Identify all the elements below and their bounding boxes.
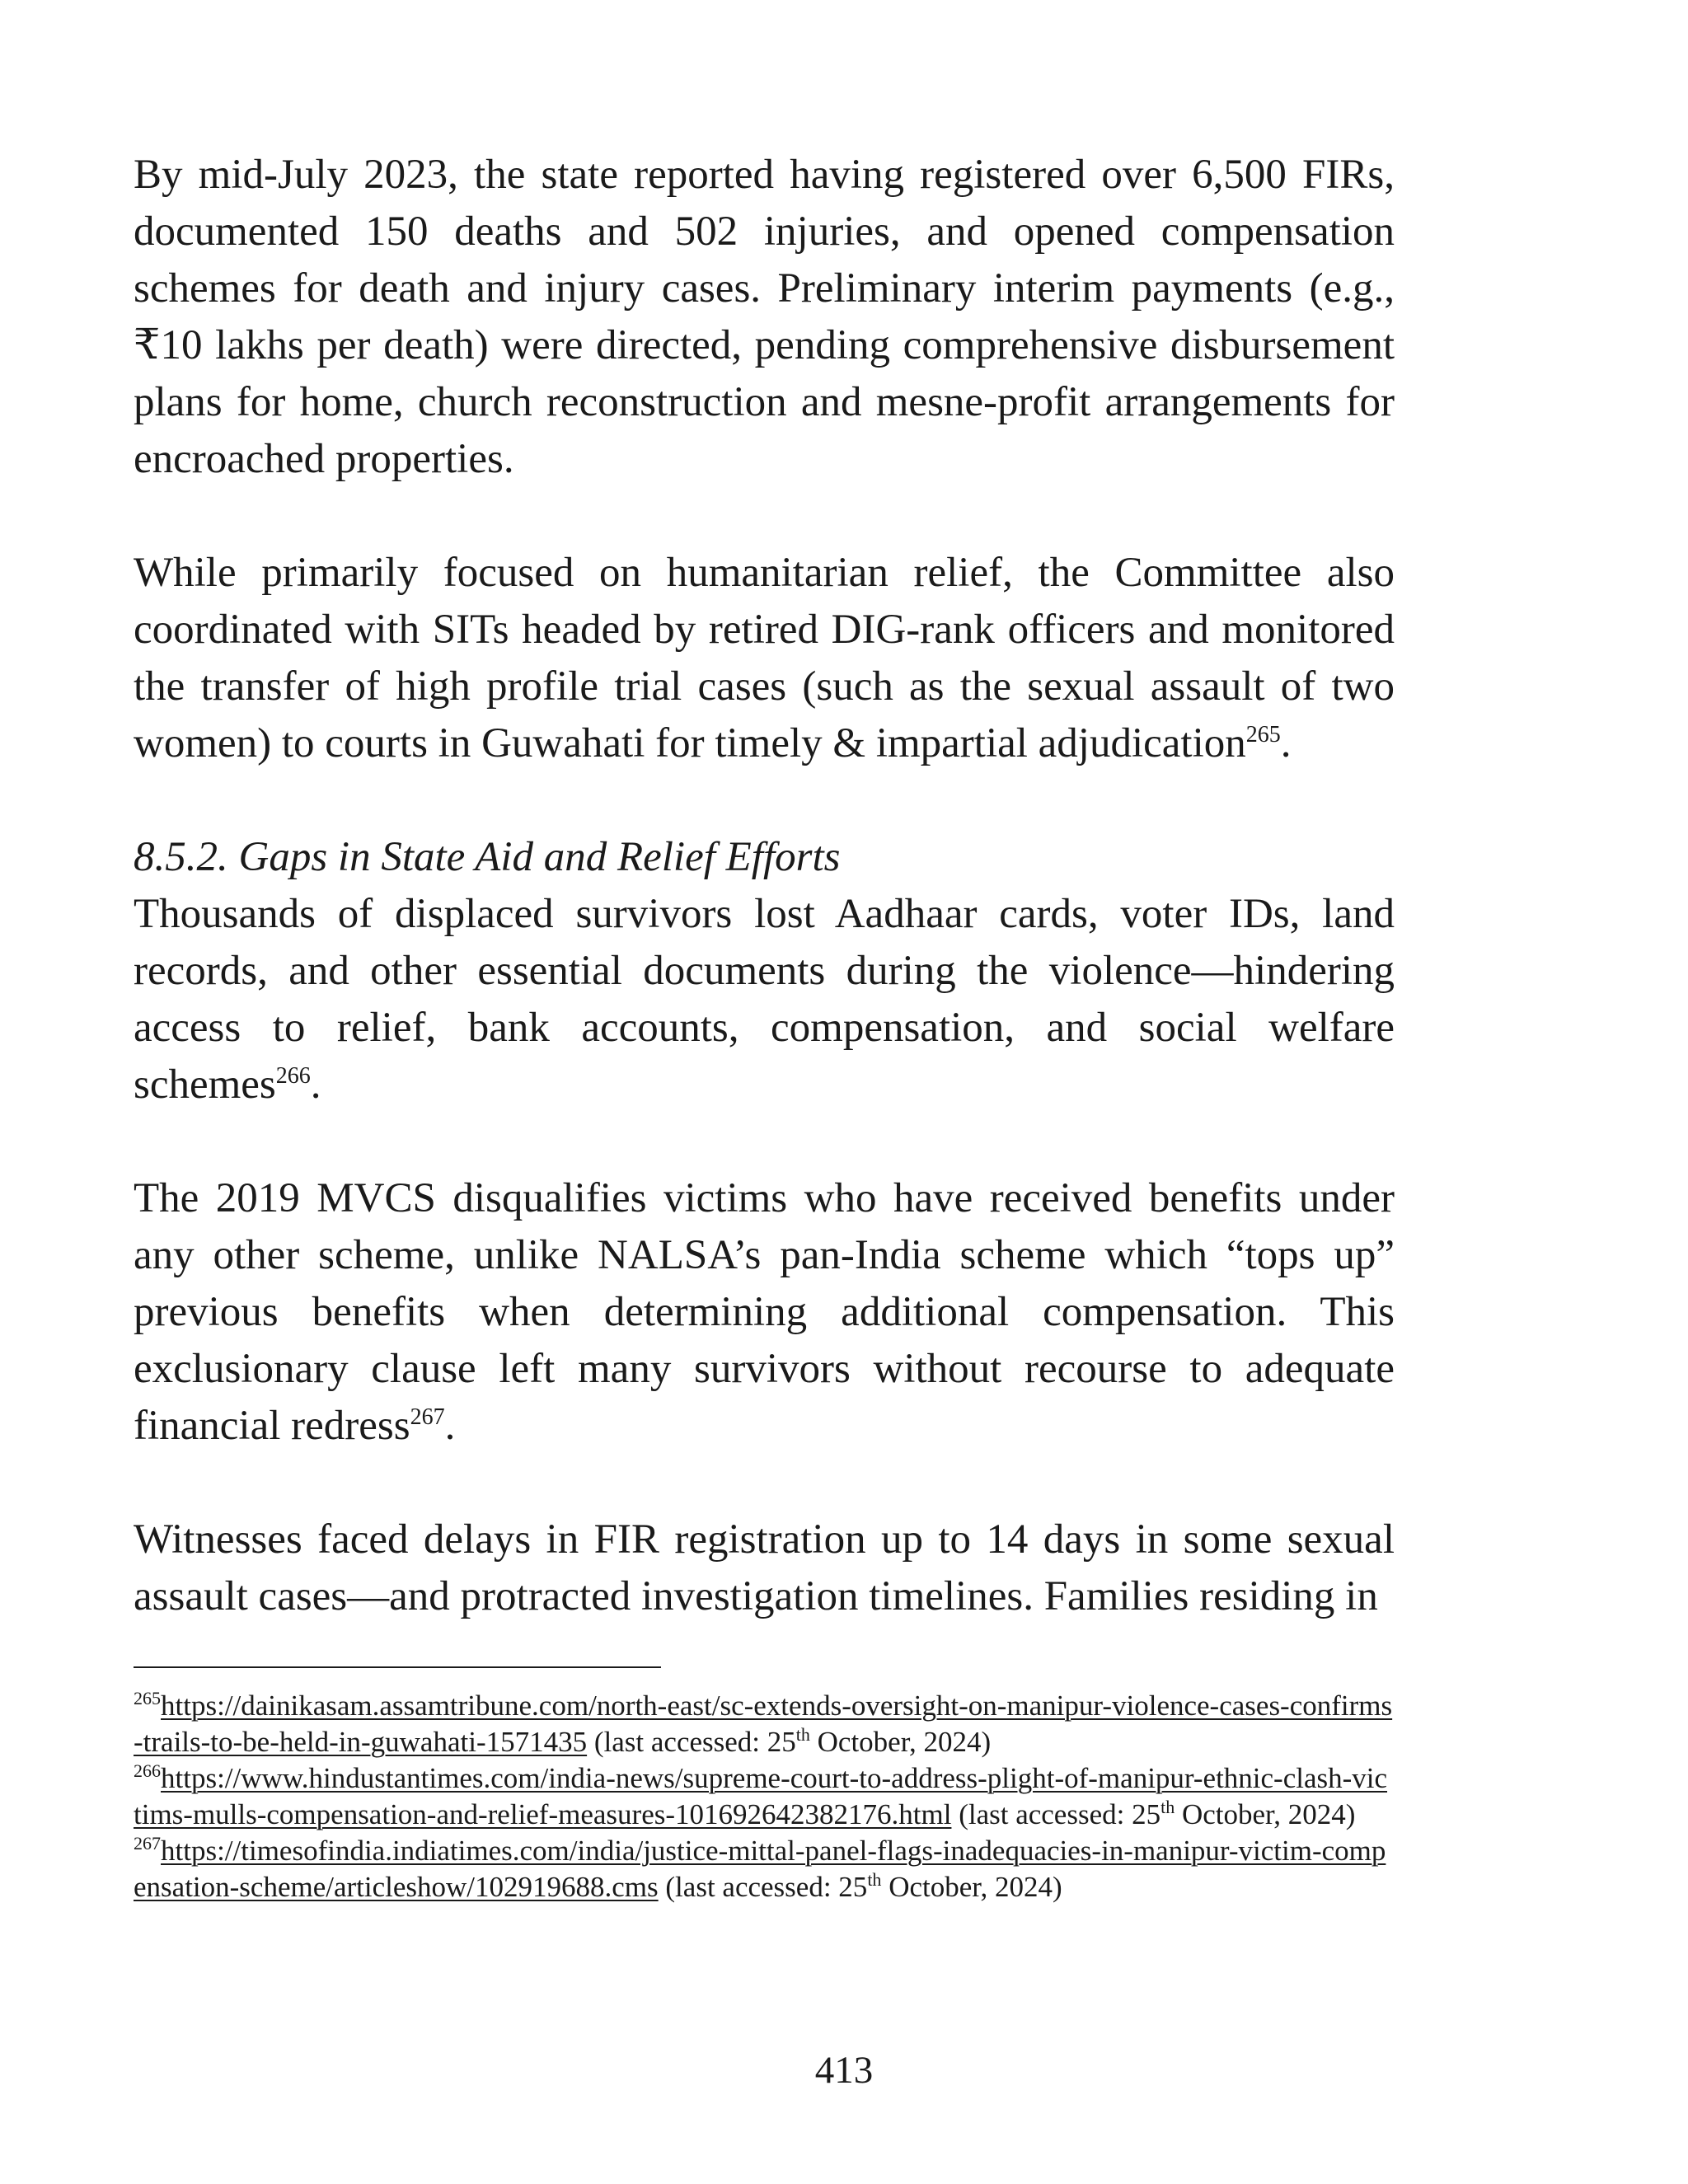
access-date-text: October, 2024)	[881, 1871, 1062, 1903]
access-date-text: (last accessed: 25	[658, 1871, 868, 1903]
paragraph-text: By mid-July 2023, the state reported having registered over 6,500 FIRs, documented 150 deaths and 502 injuries, and opened compensation schemes for death and injury cases. Preliminary interim payments (e.g., ₹10 lakhs per death) were directed, pending comprehensive disbursement plans for home, church reconstruction and mesne-profit arrangements for encroached properties.	[134, 152, 1395, 482]
ordinal-suffix: th	[795, 1724, 810, 1745]
paragraph-end-punctuation: .	[1280, 720, 1292, 766]
footnote-number: 266	[134, 1760, 161, 1781]
access-date-text: October, 2024)	[809, 1726, 992, 1758]
access-date-text: (last accessed: 25	[951, 1798, 1161, 1830]
paragraph-committee-coordination	[134, 545, 1395, 772]
footnote-267	[134, 1833, 1395, 1905]
paragraph-text: Thousands of displaced survivors lost Aadhaar cards, voter IDs, land records, and other essential documents during the violence—hindering access to relief, bank accounts, compensation, and social welfare schemes	[134, 891, 1395, 1108]
footnotes-section	[134, 1688, 1395, 1905]
paragraph-compensation-figures	[134, 147, 1395, 488]
footnote-link[interactable]: https://dainikasam.assamtribune.com/north-east/sc-extends-oversight-on-manipur-violence-cases-confirms-trails-to-be-held-in-guwahati-1571435	[134, 1690, 1393, 1758]
section-heading: 8.5.2. Gaps in State Aid and Relief Efforts	[134, 834, 841, 880]
paragraph-lost-documents	[134, 886, 1395, 1113]
paragraph-text: The 2019 MVCS disqualifies victims who have received benefits under any other scheme, unlike NALSA’s pan-India scheme which “tops up” previous benefits when determining additional compensation. This exclusionary clause left many survivors without recourse to adequate financial redress	[134, 1175, 1395, 1449]
footnote-number: 267	[134, 1833, 161, 1854]
ordinal-suffix: th	[867, 1869, 882, 1890]
page-number: 413	[814, 2049, 874, 2092]
footnote-ref-266[interactable]: 266	[275, 1063, 311, 1089]
paragraph-end-punctuation: .	[310, 1062, 321, 1108]
paragraph-text: While primarily focused on humanitarian relief, the Committee also coordinated with SITs headed by retired DIG-rank officers and monitored the transfer of high profile trial cases (such as the sexual assault of two women) to courts in Guwahati for timely & impartial adjudication	[134, 550, 1395, 766]
paragraph-text: Witnesses faced delays in FIR registration up to 14 days in some sexual assault cases—and protracted investigation timelines. Families residing in	[134, 1516, 1395, 1619]
footnote-link[interactable]: https://www.hindustantimes.com/india-news/supreme-court-to-address-plight-of-manipur-ethnic-clash-victims-mulls-compensation-and-relief-measures-101692642382176.html	[134, 1762, 1388, 1830]
footnote-265	[134, 1688, 1395, 1760]
paragraph-end-punctuation: .	[444, 1403, 456, 1449]
access-date-text: October, 2024)	[1175, 1798, 1356, 1830]
ordinal-suffix: th	[1160, 1797, 1175, 1817]
paragraph-mvcs-exclusion	[134, 1170, 1395, 1455]
paragraph-fir-delays	[134, 1511, 1395, 1625]
document-body	[134, 147, 1395, 1625]
footnote-266	[134, 1760, 1395, 1833]
access-date-text: (last accessed: 25	[587, 1726, 796, 1758]
footnote-number: 265	[134, 1688, 161, 1708]
footnote-link[interactable]: https://timesofindia.indiatimes.com/india/justice-mittal-panel-flags-inadequacies-in-manipur-victim-compensation-scheme/articleshow/102919688.cms	[134, 1835, 1386, 1903]
footnote-divider	[134, 1666, 661, 1668]
footnote-ref-265[interactable]: 265	[1245, 722, 1281, 748]
footnote-ref-267[interactable]: 267	[410, 1404, 445, 1430]
